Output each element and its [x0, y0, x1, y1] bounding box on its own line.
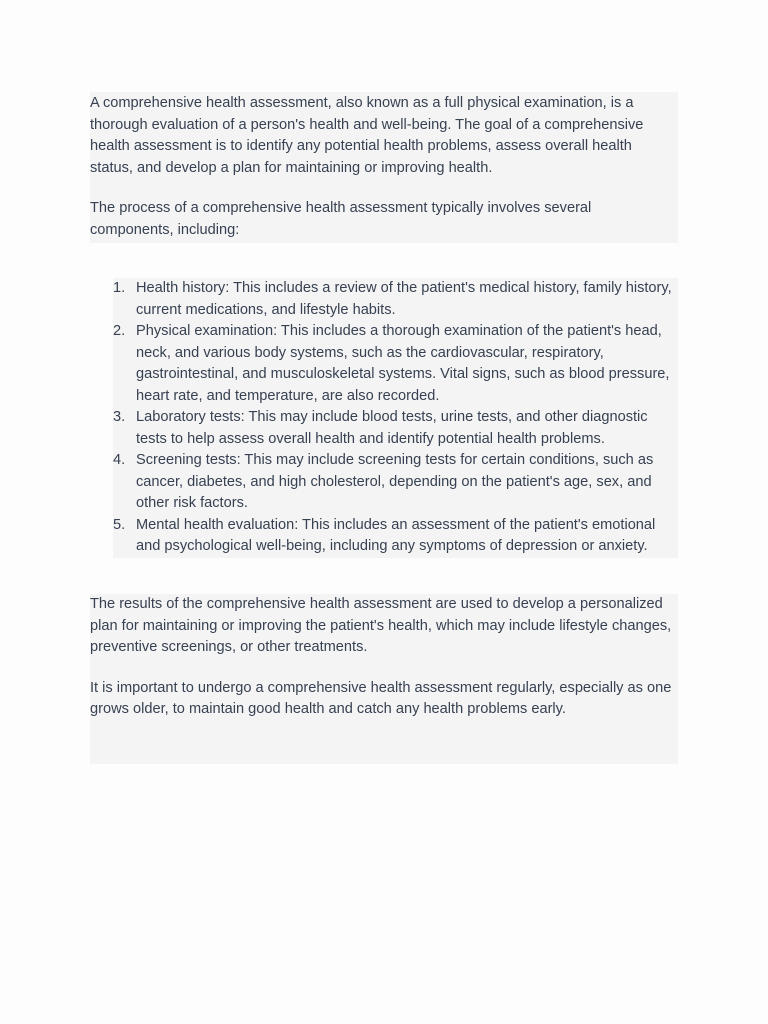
list-item [113, 515, 678, 558]
list-item-text: Mental health evaluation: This includes an assessment of the patient's emotional and psychological well-being, including any symptoms of depression or anxiety. [136, 516, 656, 554]
list-item [113, 450, 678, 515]
intro-section [90, 92, 678, 243]
list-item [113, 278, 678, 321]
list-item-number: 1. [113, 280, 126, 296]
list-item-number: 3. [113, 409, 126, 425]
list-item-number: 4. [113, 452, 126, 468]
list-item-text: Health history: This includes a review of the patient's medical history, family history, current medications, and lifestyle habits. [136, 280, 672, 318]
list-item-text: Laboratory tests: This may include blood tests, urine tests, and other diagnostic tests to help assess overall health and identify potential health problems. [136, 409, 648, 447]
intro-paragraph: A comprehensive health assessment, also known as a full physical examination, is a thorough evaluation of a person's health and well-being. The goal of a comprehensive health assessment is to identify any potential health problems, assess overall health status, and develop a plan for maintaining or improving health. [90, 95, 644, 176]
list-item-number: 2. [113, 323, 126, 339]
list-item [113, 407, 678, 450]
results-paragraph: The results of the comprehensive health assessment are used to develop a personalized plan for maintaining or improving the patient's health, which may include lifestyle changes, preventive screenings, or other treatments. [90, 596, 672, 655]
recommendation-paragraph: It is important to undergo a comprehensive health assessment regularly, especially as one grows older, to maintain good health and catch any health problems early. [90, 679, 672, 717]
components-list-section [113, 278, 678, 558]
list-item [113, 321, 678, 407]
conclusion-section [90, 594, 678, 764]
list-item-text: Screening tests: This may include screening tests for certain conditions, such as cancer, diabetes, and high cholesterol, depending on the patient's age, sex, and other risk factors. [136, 452, 654, 511]
components-intro-paragraph: The process of a comprehensive health assessment typically involves several components, including: [90, 200, 592, 238]
components-list [113, 278, 678, 558]
list-item-number: 5. [113, 516, 126, 533]
list-item-text: Physical examination: This includes a thorough examination of the patient's head, neck, and various body systems, such as the cardiovascular, respiratory, gastrointestinal, and musculoskeletal systems. Vital signs, such as blood pressure, heart rate, and temperature, are also recorded. [136, 323, 670, 404]
